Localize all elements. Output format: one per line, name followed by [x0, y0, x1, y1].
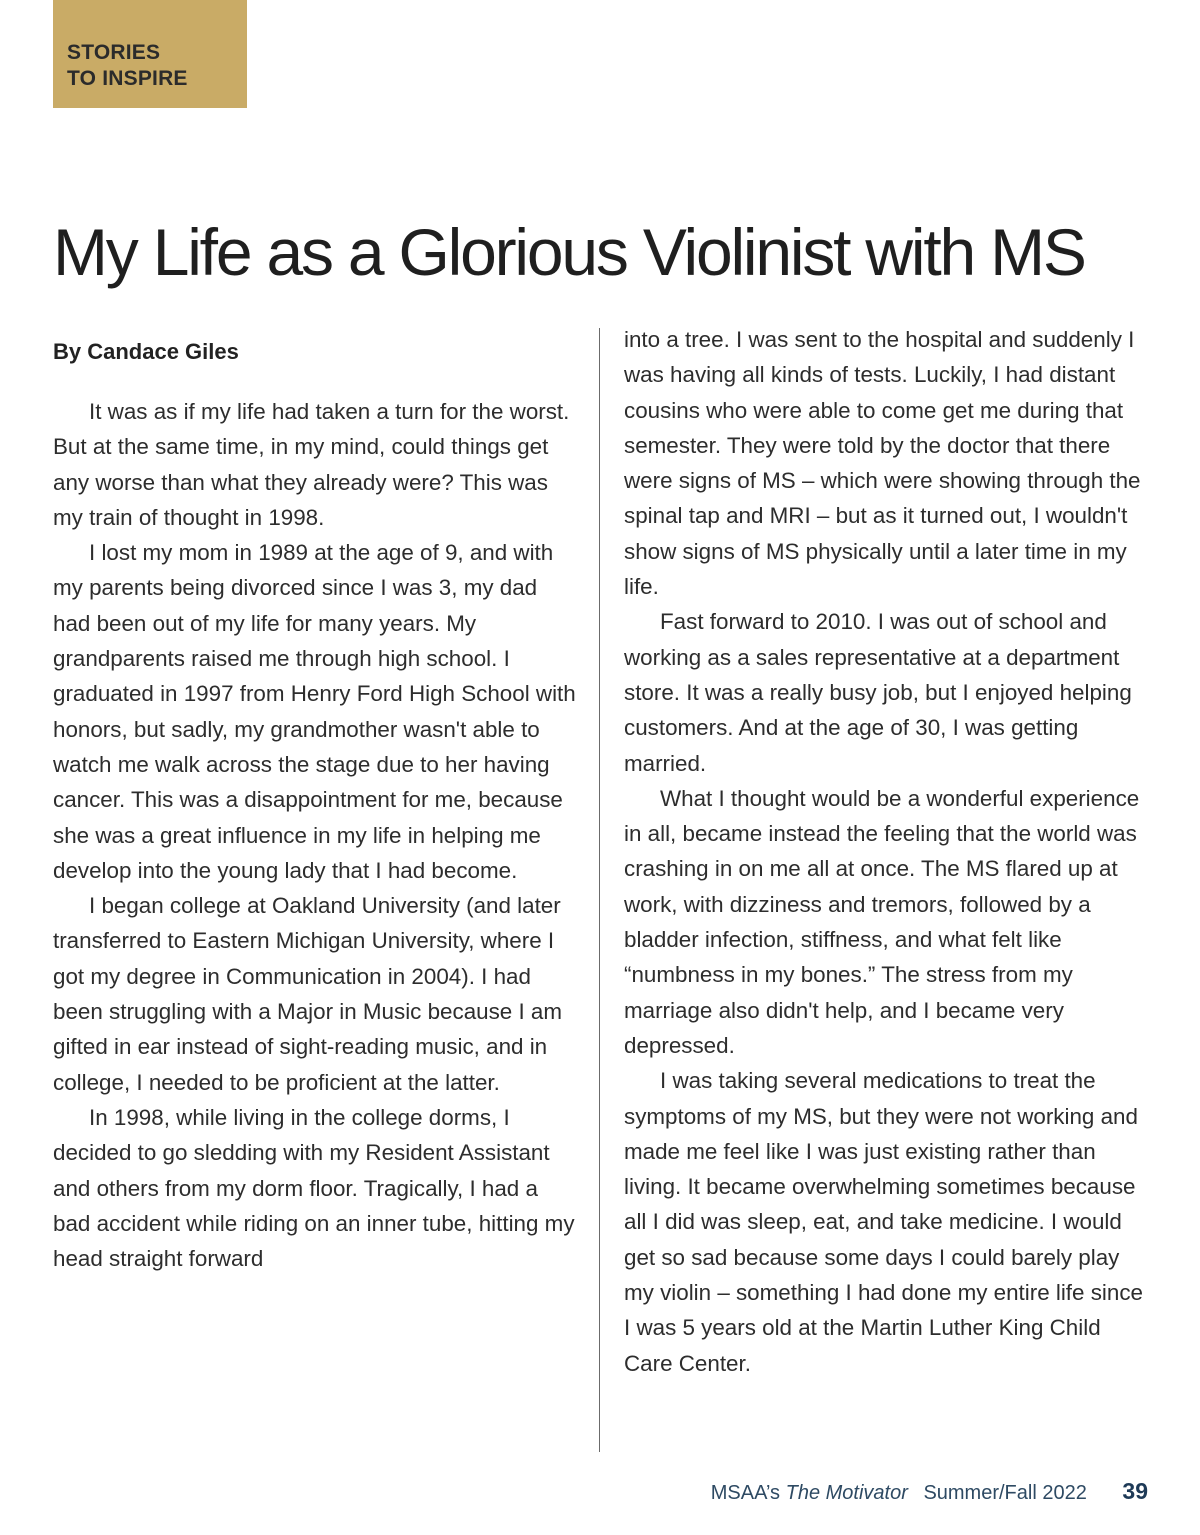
paragraph: I began college at Oakland University (and later transferred to Eastern Michigan University, where I got my degree in Communication in 2004). I had been struggling with a Major in Music because I am gifted in ear instead of sight-reading music, and in college, I needed to be proficient at the latter. [53, 893, 563, 1095]
byline: By Candace Giles [53, 339, 239, 364]
left-column [53, 394, 578, 1276]
section-tag-line-1: STORIES [67, 41, 161, 64]
paragraph: What I thought would be a wonderful experience in all, became instead the feeling that the world was crashing in on me all at once. The MS flared up at work, with dizziness and tremors, followed by a bladder infection, stiffness, and what felt like “numbness in my bones.” The stress from my marriage also didn't help, and I became very depressed. [624, 785, 1140, 1058]
page-footer [711, 1474, 1148, 1510]
paragraph: In 1998, while living in the college dorms, I decided to go sledding with my Resident Assistant and others from my dorm floor. Tragically, I had a bad accident while riding on an inner tube, hitting my head straight forward [53, 1104, 575, 1272]
paragraph: It was as if my life had taken a turn for the worst. But at the same time, in my mind, could things get any worse than what they already were? This was my train of thought in 1998. [53, 399, 570, 530]
paragraph: I was taking several medications to treat the symptoms of my MS, but they were not working and made me feel like I was just existing rather than living. It became overwhelming sometimes because all I did was sleep, eat, and take medicine. I would get so sad because some days I could barely play my violin – something I had done my entire life since I was 5 years old at the Martin Luther King Child Care Center. [624, 1068, 1143, 1376]
footer-publisher: MSAA’s [710, 1482, 781, 1504]
footer-issue: Summer/Fall 2022 [923, 1482, 1087, 1504]
right-column [624, 322, 1154, 1381]
footer-magazine-name: The Motivator [785, 1482, 908, 1504]
paragraph-continued: into a tree. I was sent to the hospital and suddenly I was having all kinds of tests. Luckily, I had distant cousins who were able to come get me during that semester. They were told by the doctor that there were signs of MS – which were showing through the spinal tap and MRI – but as it turned out, I wouldn't show signs of MS physically until a later time in my life. [624, 327, 1141, 600]
article-title: My Life as a Glorious Violinist with MS [53, 215, 1085, 289]
section-tag [53, 0, 247, 108]
paragraph: Fast forward to 2010. I was out of school and working as a sales representative at a department store. It was a really busy job, but I enjoyed helping customers. And at the age of 30, I was getting married. [624, 609, 1132, 776]
page-number: 39 [1122, 1478, 1148, 1504]
column-divider [599, 328, 600, 1452]
section-tag-line-2: TO INSPIRE [67, 67, 188, 90]
paragraph: I lost my mom in 1989 at the age of 9, and with my parents being divorced since I was 3, my dad had been out of my life for many years. My grandparents raised me through high school. I graduated in 1997 from Henry Ford High School with honors, but sadly, my grandmother wasn't able to watch me walk across the stage due to her having cancer. This was a disappointment for me, because she was a great influence in my life in helping me develop into the young lady that I had become. [53, 540, 576, 883]
